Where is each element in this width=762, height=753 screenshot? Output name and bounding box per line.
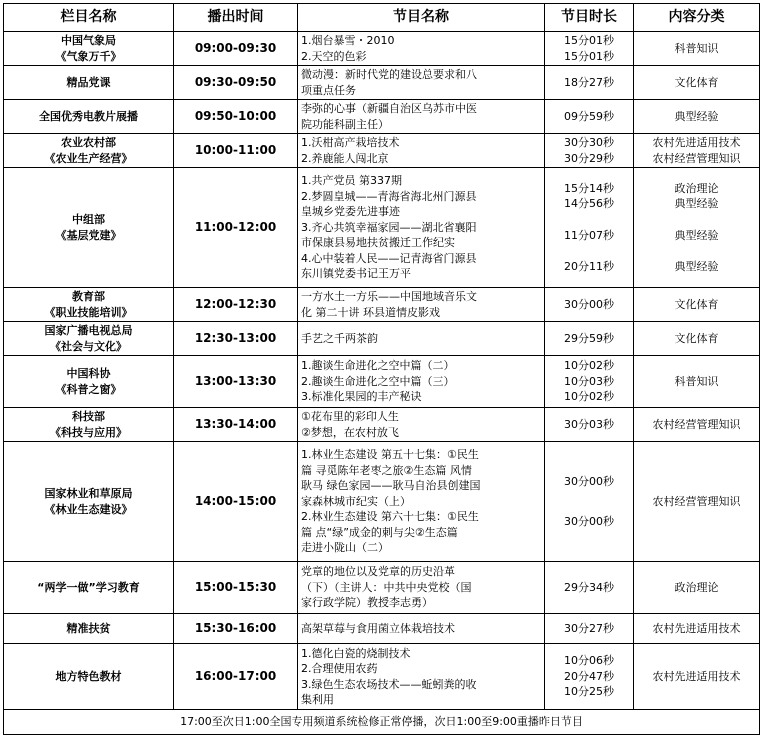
table-row <box>4 356 760 408</box>
program-line: 1.林业生态建设 第五十七集：①民生 <box>301 448 479 462</box>
program-line: 3.齐心共筑幸福家园——湖北省襄阳 <box>301 220 477 234</box>
program-name-cell <box>298 644 545 710</box>
column-name-line: 教育部 <box>72 290 105 303</box>
program-name-cell <box>298 562 545 614</box>
header-category: 内容分类 <box>634 4 760 32</box>
broadcast-time-cell: 12:00-12:30 <box>174 288 298 322</box>
duration-line: 30分03秒 <box>564 417 614 431</box>
program-line: 市保康县易地扶贫搬迁工作纪实 <box>301 236 455 250</box>
duration-line: 20分11秒 <box>564 260 614 273</box>
duration-cell <box>545 168 634 288</box>
program-line: 高架草莓与食用菌立体栽培技术 <box>301 621 455 635</box>
duration-line <box>548 220 630 228</box>
column-name-cell <box>4 562 174 614</box>
program-name-cell <box>298 134 545 168</box>
table-row <box>4 288 760 322</box>
program-name-cell <box>298 408 545 442</box>
duration-line: 30分29秒 <box>564 151 614 165</box>
category-line: 典型经验 <box>674 228 719 242</box>
duration-line: 15分01秒 <box>564 49 614 63</box>
column-name-line: 《科普之窗》 <box>55 382 122 396</box>
column-name-cell <box>4 288 174 322</box>
program-line: 皇城乡党委先进事迹 <box>301 205 400 219</box>
program-line: 3.绿色生态农场技术——蚯蚓粪的收 <box>301 677 477 691</box>
column-name-cell <box>4 408 174 442</box>
table-row <box>4 66 760 100</box>
program-line: （下）（主讲人：中共中央党校（国 <box>301 580 472 594</box>
broadcast-time-cell: 09:30-09:50 <box>174 66 298 100</box>
duration-line: 29分59秒 <box>564 331 614 345</box>
program-name-cell <box>298 168 545 288</box>
program-line: 化 第二十讲 环县道情皮影戏 <box>301 305 440 319</box>
duration-line: 30分00秒 <box>564 475 614 488</box>
column-name-line: 中国气象局 <box>61 34 116 47</box>
table-row <box>4 644 760 710</box>
program-line: 一方水土一方乐——中国地域音乐文 <box>301 290 477 303</box>
column-name-line: 《气象万千》 <box>55 49 122 63</box>
column-name-cell <box>4 322 174 356</box>
program-line: 2.合理使用农药 <box>301 662 378 675</box>
category-line: 农村经营管理知识 <box>652 417 741 431</box>
program-line: 2.养鹿能人闯北京 <box>301 151 389 165</box>
program-line: 2.趣谈生命进化之空中篇（三） <box>301 374 455 388</box>
program-line: 集利用 <box>301 693 334 706</box>
column-name-cell <box>4 32 174 66</box>
column-name-line: “两学一做”学习教育 <box>37 580 140 594</box>
duration-line: 10分03秒 <box>564 374 614 388</box>
header-duration: 节目时长 <box>545 4 634 32</box>
duration-cell <box>545 562 634 614</box>
column-name-line: 地方特色教材 <box>55 669 122 683</box>
program-line: 篇 寻觅陈年老枣之旅②生态篇 风情 <box>301 463 472 477</box>
column-name-line: 科技部 <box>72 410 105 423</box>
duration-line: 30分27秒 <box>564 621 614 635</box>
column-name-line: 国家林业和草原局 <box>44 487 133 500</box>
program-line: 李弥的心事（新疆自治区乌苏市中医 <box>301 102 477 115</box>
column-name-line: 《社会与文化》 <box>50 339 127 353</box>
column-name-line: 中国科协 <box>66 367 111 380</box>
header-row <box>4 4 760 32</box>
table-row <box>4 408 760 442</box>
duration-line <box>548 506 630 514</box>
column-name-cell <box>4 168 174 288</box>
duration-line: 15分14秒 <box>564 181 614 195</box>
column-name-cell <box>4 644 174 710</box>
duration-cell <box>545 32 634 66</box>
column-name-cell <box>4 134 174 168</box>
broadcast-time-cell: 13:00-13:30 <box>174 356 298 408</box>
duration-line: 10分25秒 <box>564 685 614 699</box>
duration-line: 30分00秒 <box>564 514 614 528</box>
column-name-cell <box>4 614 174 644</box>
duration-cell <box>545 134 634 168</box>
column-name-line: 《职业技能培训》 <box>44 305 133 319</box>
broadcast-time-cell: 09:00-09:30 <box>174 32 298 66</box>
program-name-cell <box>298 356 545 408</box>
category-line <box>637 251 756 259</box>
duration-cell <box>545 614 634 644</box>
schedule-table <box>3 3 760 735</box>
program-name-cell <box>298 322 545 356</box>
category-line: 政治理论 <box>674 181 719 195</box>
duration-line <box>548 498 630 506</box>
duration-line: 10分02秒 <box>564 359 614 373</box>
category-line: 科普知识 <box>674 41 719 55</box>
table-row <box>4 32 760 66</box>
program-line: ①花布里的彩印人生 <box>301 410 399 423</box>
broadcast-time-cell: 12:30-13:00 <box>174 322 298 356</box>
table-row <box>4 562 760 614</box>
program-line: 3.标准化果园的丰产秘诀 <box>301 390 422 404</box>
program-line: 家行政学院）教授李志勇） <box>301 596 433 610</box>
column-name-line: 《科技与应用》 <box>50 425 127 439</box>
column-name-cell <box>4 66 174 100</box>
duration-line <box>548 212 630 220</box>
program-line: 走进小陇山（二） <box>301 541 389 555</box>
category-line <box>637 243 756 251</box>
category-cell <box>634 288 760 322</box>
column-name-line: 全国优秀电教片展播 <box>39 109 138 123</box>
table-row <box>4 322 760 356</box>
program-name-cell <box>298 100 545 134</box>
duration-line <box>548 251 630 259</box>
category-cell <box>634 100 760 134</box>
category-line: 农村经营管理知识 <box>652 494 741 508</box>
category-cell <box>634 134 760 168</box>
program-line: 手艺之千两茶韵 <box>301 331 378 345</box>
program-line: 1.共产党员 第337期 <box>301 174 402 188</box>
program-line: 项重点任务 <box>301 83 356 97</box>
program-line: 1.沃柑高产栽培技术 <box>301 136 400 149</box>
category-cell <box>634 66 760 100</box>
duration-line: 09分59秒 <box>564 109 614 123</box>
schedule-body <box>4 32 760 710</box>
category-line: 文化体育 <box>674 297 719 311</box>
program-line: ②梦想，在农村放飞 <box>301 425 399 439</box>
category-line: 农村先进适用技术 <box>652 669 741 683</box>
category-line: 典型经验 <box>674 197 719 210</box>
duration-cell <box>545 644 634 710</box>
category-line: 农村先进适用技术 <box>652 621 741 635</box>
category-line: 典型经验 <box>674 109 719 123</box>
program-line: 院功能科副主任） <box>301 117 389 131</box>
program-line: 耿马 绿色家园——耿马自治县创建国 <box>301 479 481 493</box>
duration-line: 10分02秒 <box>564 390 614 404</box>
category-cell <box>634 408 760 442</box>
duration-line: 15分01秒 <box>564 34 614 47</box>
program-line: 1.烟台暴雪・2010 <box>301 34 395 47</box>
duration-cell <box>545 442 634 562</box>
category-cell <box>634 614 760 644</box>
duration-cell <box>545 356 634 408</box>
broadcast-time-cell: 09:50-10:00 <box>174 100 298 134</box>
footer-row <box>4 710 760 735</box>
category-line <box>637 220 756 228</box>
duration-line: 29分34秒 <box>564 580 614 594</box>
program-line: 4.心中装着人民——记青海省门源县 <box>301 251 477 265</box>
broadcast-time-cell: 16:00-17:00 <box>174 644 298 710</box>
column-name-line: 中组部 <box>72 213 105 226</box>
column-name-line: 《林业生态建设》 <box>44 502 133 516</box>
column-name-line: 精品党课 <box>66 75 111 89</box>
column-name-cell <box>4 100 174 134</box>
program-line: 篇 点“绿”成金的刺与尖②生态篇 <box>301 525 458 539</box>
broadcast-time-cell: 10:00-11:00 <box>174 134 298 168</box>
category-cell <box>634 562 760 614</box>
category-cell <box>634 32 760 66</box>
duration-line: 30分00秒 <box>564 297 614 311</box>
duration-line <box>548 243 630 251</box>
column-name-line: 《基层党建》 <box>55 228 122 242</box>
table-row <box>4 100 760 134</box>
category-line: 农村先进适用技术 <box>652 136 741 149</box>
column-name-cell <box>4 356 174 408</box>
column-name-line: 精准扶贫 <box>66 621 111 635</box>
program-name-cell <box>298 288 545 322</box>
program-line: 2.林业生态建设 第六十七集：①民生 <box>301 510 479 524</box>
duration-cell <box>545 100 634 134</box>
program-line: 微动漫：新时代党的建设总要求和八 <box>301 68 477 81</box>
broadcast-time-cell: 13:30-14:00 <box>174 408 298 442</box>
column-name-line: 农业农村部 <box>61 136 116 149</box>
duration-line: 18分27秒 <box>564 75 614 89</box>
broadcast-time-cell: 14:00-15:00 <box>174 442 298 562</box>
broadcast-time-cell: 11:00-12:00 <box>174 168 298 288</box>
table-row <box>4 442 760 562</box>
program-line: 1.趣谈生命进化之空中篇（二） <box>301 359 455 373</box>
category-cell <box>634 644 760 710</box>
duration-line: 10分06秒 <box>564 654 614 668</box>
broadcast-time-cell: 15:00-15:30 <box>174 562 298 614</box>
footer-note: 17:00至次日1:00全国专用频道系统检修正常停播，次日1:00至9:00重播昨日节目 <box>4 710 760 735</box>
table-row <box>4 168 760 288</box>
duration-cell <box>545 66 634 100</box>
category-line <box>637 212 756 220</box>
duration-cell <box>545 408 634 442</box>
program-name-cell <box>298 614 545 644</box>
program-line: 2.梦圆皇城——青海省海北州门源县 <box>301 189 477 203</box>
program-line: 2.天空的色彩 <box>301 49 367 63</box>
category-line: 文化体育 <box>674 331 719 345</box>
category-line: 农村经营管理知识 <box>652 151 741 165</box>
category-line: 政治理论 <box>674 580 719 594</box>
program-name-cell <box>298 66 545 100</box>
duration-cell <box>545 288 634 322</box>
category-line: 科普知识 <box>674 374 719 388</box>
table-row <box>4 134 760 168</box>
program-line: 东川镇党委书记王万平 <box>301 267 411 281</box>
broadcast-time-cell: 15:30-16:00 <box>174 614 298 644</box>
category-cell <box>634 356 760 408</box>
program-name-cell <box>298 442 545 562</box>
header-column-name: 栏目名称 <box>4 4 174 32</box>
duration-line: 20分47秒 <box>564 669 614 683</box>
duration-line: 30分30秒 <box>564 136 614 149</box>
header-broadcast-time: 播出时间 <box>174 4 298 32</box>
program-name-cell <box>298 32 545 66</box>
program-line: 家森林城市纪实（上） <box>301 494 411 508</box>
duration-line: 14分56秒 <box>564 197 614 210</box>
header-program-name: 节目名称 <box>298 4 545 32</box>
category-cell <box>634 322 760 356</box>
category-line: 文化体育 <box>674 75 719 89</box>
category-cell <box>634 442 760 562</box>
table-row <box>4 614 760 644</box>
category-cell <box>634 168 760 288</box>
column-name-line: 国家广播电视总局 <box>44 324 133 337</box>
program-line: 1.德化白瓷的烧制技术 <box>301 646 411 660</box>
column-name-line: 《农业生产经营》 <box>44 151 133 165</box>
column-name-cell <box>4 442 174 562</box>
category-line: 典型经验 <box>674 260 719 273</box>
duration-cell <box>545 322 634 356</box>
duration-line: 11分07秒 <box>564 228 614 242</box>
duration-line <box>548 490 630 498</box>
program-line: 党章的地位以及党章的历史沿革 <box>301 565 455 579</box>
